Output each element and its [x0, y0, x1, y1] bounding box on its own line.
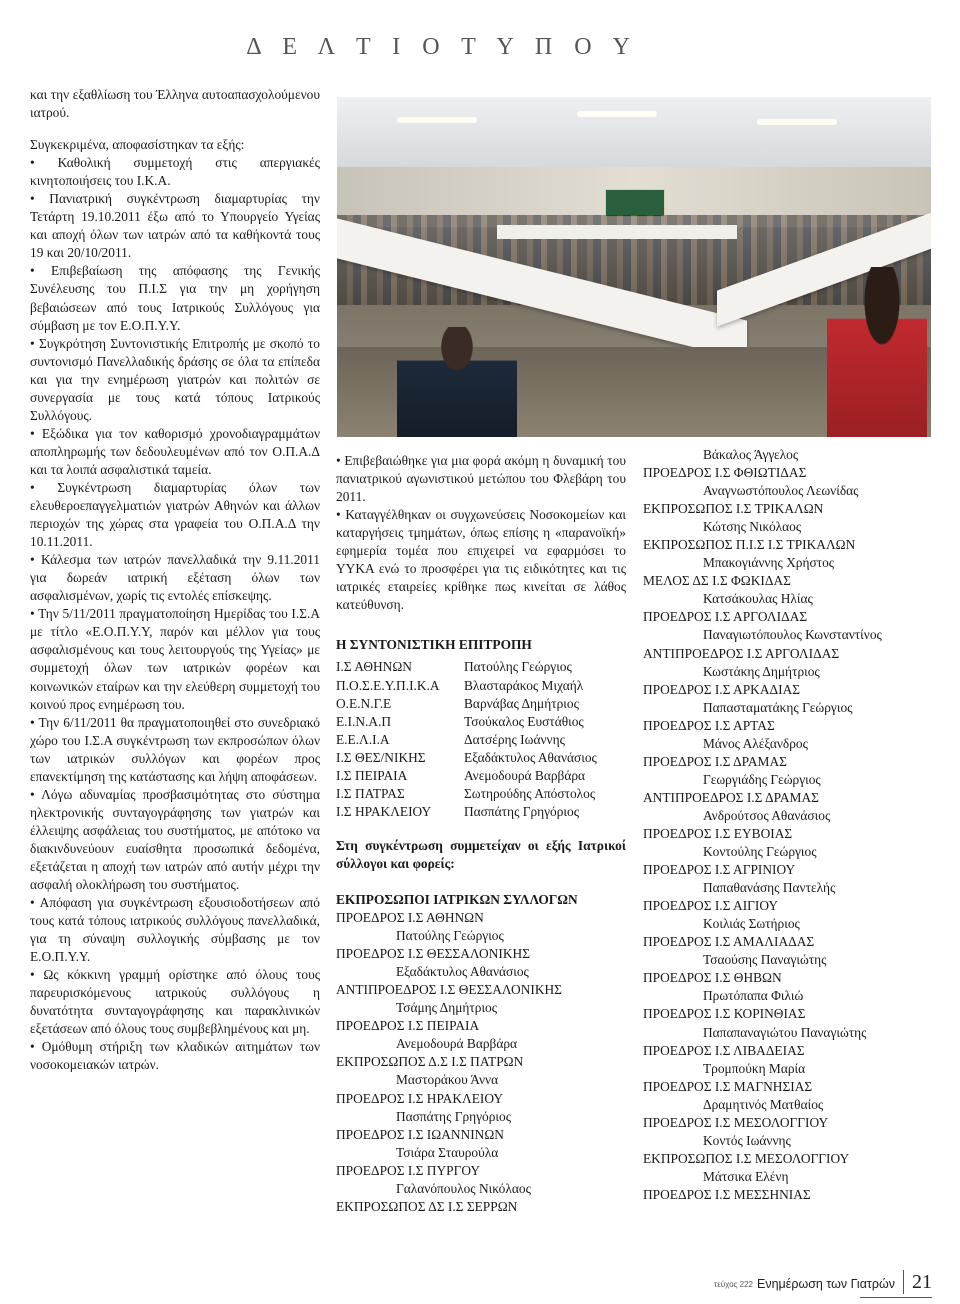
committee-org: Ι.Σ ΠΑΤΡΑΣ: [336, 785, 405, 801]
footer-rule: [860, 1297, 932, 1298]
representative-role: ΠΡΟΕΔΡΟΣ Ι.Σ ΑΜΑΛΙΑΔΑΣ: [643, 934, 815, 950]
representative-name: Μπακογιάννης Χρήστος: [703, 555, 835, 571]
representative-role: ΠΡΟΕΔΡΟΣ Ι.Σ ΑΙΓΙΟΥ: [643, 898, 779, 914]
committee-member-name: Εξαδάκτυλος Αθανάσιος: [464, 749, 597, 765]
representative-name: Παπασταματάκης Γεώργιος: [703, 699, 853, 715]
committee-org: Ο.Ε.Ν.Γ.Ε: [336, 695, 392, 711]
committee-row: [336, 785, 626, 803]
representative-name: Βάκαλος Άγγελος: [703, 447, 799, 462]
representative-name: Παπαθανάσης Παντελής: [703, 880, 836, 896]
representative-role: ΠΡΟΕΔΡΟΣ Ι.Σ ΑΓΡΙΝΙΟΥ: [643, 862, 796, 878]
representative-role: ΠΡΟΕΔΡΟΣ Ι.Σ ΠΥΡΓΟΥ: [336, 1162, 480, 1178]
representative-role: ΠΡΟΕΔΡΟΣ Ι.Σ ΦΘΙΩΤΙΔΑΣ: [643, 465, 807, 481]
representative-name: Κώτσης Νικόλαος: [703, 519, 802, 535]
representative-role: ΠΡΟΕΔΡΟΣ Ι.Σ ΑΘΗΝΩΝ: [336, 910, 484, 926]
left-column: [30, 86, 320, 1075]
representative-name: Ανεμοδουρά Βαρβάρα: [396, 1036, 518, 1052]
representative-name: Τσάμης Δημήτριος: [396, 1000, 498, 1016]
representative-role: ΠΡΟΕΔΡΟΣ Ι.Σ ΚΟΡΙΝΘΙΑΣ: [643, 1006, 806, 1022]
paragraph: • Εξώδικα για τον καθορισμό χρονοδιαγραμμάτων αποπληρωμής των δεδουλευμένων από τον Ο.Π.Α.Δ και τα λοιπά ασφαλιστικά ταμεία.: [30, 425, 320, 477]
paragraph: • Συγκέντρωση διαμαρτυρίας όλων των ελευθεροεπαγγελματιών γιατρών Αθηνών και άλλων περιοχών της χώρας στα γραφεία του Ο.Π.Α.Δ την 10.11.2011.: [30, 479, 320, 550]
committee-org: Ε.Ι.Ν.Α.Π: [336, 713, 392, 729]
paragraph: • Ως κόκκινη γραμμή ορίστηκε από όλους τους παρευρισκόμενους ιατρικούς συλλόγους η δυνατότητα συνταγογράφησης και παρακλινικών εξετάσεων από όλους τους συμβεβλημένους και μη.: [30, 967, 320, 1037]
representative-role: ΠΡΟΕΔΡΟΣ Ι.Σ ΑΡΓΟΛΙΔΑΣ: [643, 609, 808, 625]
representative-entry: [643, 699, 930, 735]
representative-entry: [643, 482, 930, 518]
committee-list: [336, 658, 626, 820]
representative-role: ΠΡΟΕΔΡΟΣ Ι.Σ ΑΡΤΑΣ: [643, 717, 775, 733]
representative-entry: [336, 981, 626, 1017]
representative-role: ΠΡΟΕΔΡΟΣ Ι.Σ ΜΕΣΟΛΟΓΓΙΟΥ: [643, 1114, 829, 1130]
paragraph: • Συγκρότηση Συντονιστικής Επιτροπής με σκοπό το συντονισμό Πανελλαδικής δράσης σε όλα τα επίπεδα και για την ενημέρωση γιατρών και πολιτών σε συνεργασία με τους κατά τόπους Ιατρικούς Συλλόγους.: [30, 335, 320, 423]
representative-entry: [643, 1132, 930, 1168]
page-number: 21: [912, 1271, 932, 1293]
representatives-list: [336, 909, 626, 1216]
representative-entry: [643, 771, 930, 807]
paragraph: Συγκεκριμένα, αποφασίστηκαν τα εξής:: [30, 137, 245, 153]
representative-name: Κωστάκης Δημήτριος: [703, 663, 820, 679]
representative-entry: [643, 807, 930, 843]
representative-entry: [336, 1090, 626, 1126]
representative-entry: [643, 987, 930, 1023]
representative-name: Πρωτόπαπα Φιλιώ: [703, 988, 804, 1004]
representative-name: Κατσάκουλας Ηλίας: [703, 591, 813, 607]
committee-row: [336, 731, 626, 749]
representative-role: ΠΡΟΕΔΡΟΣ Ι.Σ ΔΡΑΜΑΣ: [643, 753, 787, 769]
representative-role: ΠΡΟΕΔΡΟΣ Ι.Σ ΗΡΑΚΛΕΙΟΥ: [336, 1090, 504, 1106]
paragraph: • Καταγγέλθηκαν οι συγχωνεύσεις Νοσοκομείων και καταργήσεις τμημάτων, όπως επίσης η «παρανοϊκή» εφημερία τομέα που επιχειρεί να εφαρμόσει το ΥΥΚΑ ενώ το προσφέρει για τις ειδικότητες και τις ιατρικές εταιρείες κρίθηκε πως κινείται σε λάθος κατεύθυνση.: [336, 507, 626, 613]
representative-role: ΠΡΟΕΔΡΟΣ Ι.Σ ΘΗΒΩΝ: [643, 970, 782, 986]
committee-member-name: Πασπάτης Γρηγόριος: [464, 803, 580, 819]
representative-name: Αναγνωστόπουλος Λεωνίδας: [703, 483, 859, 499]
paragraph: • Απόφαση για συγκέντρωση εξουσιοδοτήσεων από τους κατά τόπους ιατρικούς συλλόγους πανελλαδικά, για τη σύναψη συλλογικής σύμβασης με τον Ε.Ο.Π.Υ.Υ.: [30, 895, 320, 965]
paragraph: • Πανιατρική συγκέντρωση διαμαρτυρίας την Τετάρτη 19.10.2011 έξω από το Υπουργείο Υγείας και αποχή όλων των ιατρών από τα καθήκοντά τους 19 και 20/10/2011.: [30, 191, 320, 261]
meeting-photo: [337, 97, 931, 437]
representative-entry: [643, 1168, 930, 1204]
paragraph: • Επιβεβαιώθηκε για μια φορά ακόμη η δυναμική του πανιατρικού αγωνιστικού μετώπου του Φλεβάρη του 2011.: [336, 453, 626, 505]
committee-org: Ι.Σ ΗΡΑΚΛΕΙΟΥ: [336, 803, 432, 819]
committee-row: [336, 695, 626, 713]
representative-entry: [643, 843, 930, 879]
representative-role: ΕΚΠΡΟΣΩΠΟΣ Π.Ι.Σ Ι.Σ ΤΡΙΚΑΛΩΝ: [643, 537, 856, 553]
committee-row: [336, 713, 626, 731]
representative-entry: [336, 1017, 626, 1053]
committee-row: [336, 767, 626, 785]
representative-entry: [643, 518, 930, 554]
representative-name: Μάνος Αλέξανδρος: [703, 735, 808, 751]
representative-entry: [336, 909, 626, 945]
right-column: [643, 446, 930, 1204]
representative-role: ΠΡΟΕΔΡΟΣ Ι.Σ ΕΥΒΟΙΑΣ: [643, 825, 793, 841]
committee-row: [336, 803, 626, 821]
middle-column: [336, 452, 626, 1216]
committee-org: Ι.Σ ΑΘΗΝΩΝ: [336, 659, 412, 675]
representative-role: ΠΡΟΕΔΡΟΣ Ι.Σ ΜΑΓΝΗΣΙΑΣ: [643, 1078, 813, 1094]
paragraph: • Λόγω αδυναμίας προσβασιμότητας στο σύστημα ηλεκτρονικής συνταγογράφησης των γιατρών και έλλειψης ασφάλειας του συστήματος, με απότοκο να διακινδυνεύουν ευαίσθητα προσωπικά δεδομένα, εξετάζεται η αποχή των ιατρών από αυτήν μέχρι την ασφαλή ολοκλήρωση του συστήματος.: [30, 786, 320, 893]
issue-number: τεύχος 222: [714, 1280, 754, 1289]
committee-org: Ι.Σ ΠΕΙΡΑΙΑ: [336, 767, 408, 783]
footer-divider: [903, 1270, 904, 1294]
representative-name: Τσιάρα Σταυρούλα: [396, 1144, 499, 1160]
committee-member-name: Βλασταράκος Μιχαήλ: [464, 677, 584, 693]
paragraph: • Ομόθυμη στήριξη των κλαδικών αιτημάτων των νοσοκομειακών ιατρών.: [30, 1039, 320, 1073]
representative-role: ΠΡΟΕΔΡΟΣ Ι.Σ ΘΕΣΣΑΛΟΝΙΚΗΣ: [336, 946, 530, 962]
representative-role: ΠΡΟΕΔΡΟΣ Ι.Σ ΜΕΣΣΗΝΙΑΣ: [643, 1186, 811, 1202]
representative-role: ΠΡΟΕΔΡΟΣ Ι.Σ ΙΩΑΝΝΙΝΩΝ: [336, 1126, 504, 1142]
committee-row: [336, 677, 626, 695]
representative-name: Δραμητινός Ματθαίος: [703, 1096, 824, 1112]
representative-entry: [643, 735, 930, 771]
committee-member-name: Δατσέρης Ιωάννης: [464, 731, 565, 747]
representative-name: Κοιλιάς Σωτήριος: [703, 916, 800, 932]
magazine-name: Ενημέρωση των Γιατρών: [757, 1277, 895, 1291]
representative-name: Παναγιωτόπουλος Κωνσταντίνος: [703, 627, 882, 643]
page-header-title: Δ Ε Λ Τ Ι Ο Τ Υ Π Ο Υ: [246, 34, 638, 60]
representative-role: ΕΚΠΡΟΣΩΠΟΣ Ι.Σ ΤΡΙΚΑΛΩΝ: [643, 501, 824, 517]
committee-row: [336, 658, 626, 676]
representative-name: Μαστοράκου Άννα: [396, 1072, 499, 1088]
page-footer: [714, 1270, 932, 1294]
representative-name: Εξαδάκτυλος Αθανάσιος: [396, 964, 529, 980]
committee-org: Π.Ο.Σ.Ε.Υ.Π.Ι.Κ.Α: [336, 677, 440, 693]
representative-role: ΑΝΤΙΠΡΟΕΔΡΟΣ Ι.Σ ΑΡΓΟΛΙΔΑΣ: [643, 645, 840, 661]
committee-org: Ι.Σ ΘΕΣ/ΝΙΚΗΣ: [336, 749, 426, 765]
paragraph: • Την 6/11/2011 θα πραγματοποιηθεί στο συνεδριακό χώρο του Ι.Σ.Α συγκέντρωση των εκπροσώπων όλων των ιατρικών συλλόγων και φορέων προς επανεκτίμηση της κατάστασης και λήψη αποφάσεων.: [30, 714, 320, 784]
representative-role: ΜΕΛΟΣ ΔΣ Ι.Σ ΦΩΚΙΔΑΣ: [643, 573, 791, 589]
committee-member-name: Σωτηρούδης Απόστολος: [464, 785, 596, 801]
representative-name: Τσαούσης Παναγιώτης: [703, 952, 827, 968]
committee-row: [336, 749, 626, 767]
committee-member-name: Πατούλης Γεώργιος: [464, 659, 572, 675]
representative-entry: [643, 663, 930, 699]
reps-title: ΕΚΠΡΟΣΩΠΟΙ ΙΑΤΡΙΚΩΝ ΣΥΛΛΟΓΩΝ: [336, 891, 578, 907]
representative-entry: [336, 1198, 626, 1216]
paragraph: • Κάλεσμα των ιατρών πανελλαδικά την 9.11.2011 για δωρεάν ιατρική εξέταση όλων των ασφαλισμένων, χωρίς τις εντολές επίσκεψης.: [30, 552, 320, 604]
representative-entry: [643, 879, 930, 915]
representative-entry: [643, 1060, 930, 1096]
representative-entry: [643, 554, 930, 590]
paragraph: • Επιβεβαίωση της απόφασης της Γενικής Συνέλευσης του Π.Ι.Σ για την μη χορήγηση βεβαιώσεων από τους Ιατρικούς Συλλόγους για σύμβαση με τον Ε.Ο.Π.Υ.Υ.: [30, 263, 320, 333]
representative-entry: [643, 446, 930, 482]
representative-role: ΕΚΠΡΟΣΩΠΟΣ Δ.Σ Ι.Σ ΠΑΤΡΩΝ: [336, 1054, 524, 1070]
committee-org: Ε.Ε.Λ.Ι.Α: [336, 731, 390, 747]
representative-entry: [643, 590, 930, 626]
representative-role: ΑΝΤΙΠΡΟΕΔΡΟΣ Ι.Σ ΔΡΑΜΑΣ: [643, 789, 819, 805]
representative-entry: [336, 1162, 626, 1198]
paragraph: • Καθολική συμμετοχή στις απεργιακές κινητοποιήσεις του Ι.Κ.Α.: [30, 155, 320, 189]
representative-name: Πασπάτης Γρηγόριος: [396, 1108, 512, 1124]
representative-role: ΠΡΟΕΔΡΟΣ Ι.Σ ΠΕΙΡΑΙΑ: [336, 1018, 480, 1034]
representative-entry: [643, 951, 930, 987]
representative-name: Γεωργιάδης Γεώργιος: [703, 771, 821, 787]
participants-intro: Στη συγκέντρωση συμμετείχαν οι εξής Ιατρικοί σύλλογοι και φορείς:: [336, 837, 626, 871]
representative-name: Μάτσικα Ελένη: [703, 1168, 789, 1184]
representative-name: Κοντός Ιωάννης: [703, 1132, 791, 1148]
representative-entry: [643, 915, 930, 951]
representative-entry: [643, 1024, 930, 1060]
committee-member-name: Βαρνάβας Δημήτριος: [464, 695, 579, 711]
representative-name: Πατούλης Γεώργιος: [396, 928, 504, 944]
representative-role: ΕΚΠΡΟΣΩΠΟΣ Ι.Σ ΜΕΣΟΛΟΓΓΙΟΥ: [643, 1150, 850, 1166]
committee-member-name: Ανεμοδουρά Βαρβάρα: [464, 767, 586, 783]
paragraph: • Την 5/11/2011 πραγματοποίηση Ημερίδας του Ι.Σ.Α με τίτλο «Ε.Ο.Π.Υ.Υ, παρόν και μέλλον για τους ασφαλισμένους και τους λειτουργούς της Υγείας» με συμμετοχή όλων των ιατρικών φορέων και κοινωνικών εταίρων και την ελεύθερη συμμετοχή του κοινού προς ενημέρωση του.: [30, 606, 320, 712]
representative-entry: [336, 1053, 626, 1089]
representative-name: Κοντούλης Γεώργιος: [703, 844, 817, 860]
representative-name: Παπαπαναγιώτου Παναγιώτης: [703, 1024, 867, 1040]
representative-name: Ανδρούτσος Αθανάσιος: [703, 807, 831, 823]
paragraph: και την εξαθλίωση του Έλληνα αυτοαπασχολούμενου ιατρού.: [30, 87, 320, 121]
representative-role: ΠΡΟΕΔΡΟΣ Ι.Σ ΛΙΒΑΔΕΙΑΣ: [643, 1042, 805, 1058]
representative-name: Τρομπούκη Μαρία: [703, 1060, 806, 1076]
representative-role: ΠΡΟΕΔΡΟΣ Ι.Σ ΑΡΚΑΔΙΑΣ: [643, 681, 801, 697]
committee-member-name: Τσούκαλος Ευστάθιος: [464, 713, 584, 729]
representative-role: ΕΚΠΡΟΣΩΠΟΣ ΔΣ Ι.Σ ΣΕΡΡΩΝ: [336, 1198, 518, 1214]
committee-title: Η ΣΥΝΤΟΝΙΣΤΙΚΗ ΕΠΙΤΡΟΠΗ: [336, 637, 532, 653]
representative-role: ΑΝΤΙΠΡΟΕΔΡΟΣ Ι.Σ ΘΕΣΣΑΛΟΝΙΚΗΣ: [336, 982, 562, 998]
representative-entry: [643, 626, 930, 662]
representative-entry: [336, 945, 626, 981]
representative-name: Γαλανόπουλος Νικόλαος: [396, 1180, 531, 1196]
representative-entry: [336, 1126, 626, 1162]
representative-entry: [643, 1096, 930, 1132]
